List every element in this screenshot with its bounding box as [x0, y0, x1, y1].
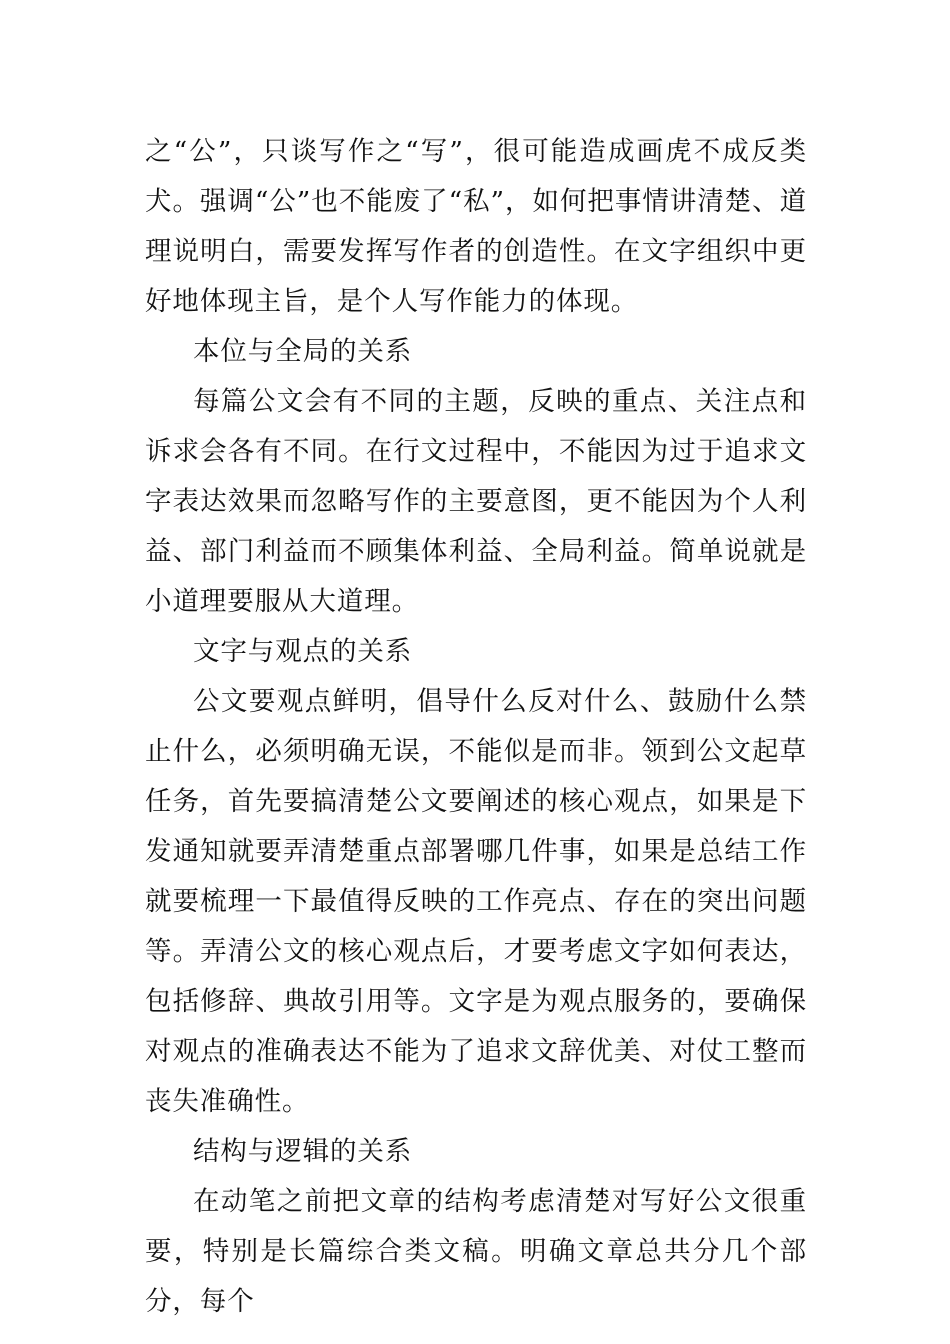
paragraph-text-vs-viewpoint: 公文要观点鲜明，倡导什么反对什么、鼓励什么禁止什么，必须明确无误，不能似是而非。领到公文起草任务，首先要搞清楚公文要阐述的核心观点，如果是下发通知就要弄清楚重点部署哪几件事，如果是总结工作就要梳理一下最值得反映的工作亮点、存在的突出问题等。弄清公文的核心观点后，才要考虑文字如何表达，包括修辞、典故引用等。文字是为观点服务的，要确保对观点的准确表达不能为了追求文辞优美、对仗工整而丧失准确性。 — [145, 686, 807, 1117]
paragraph-continuation: 之“公”，只谈写作之“写”，很可能造成画虎不成反类犬。强调“公”也不能废了“私”，如何把事情讲清楚、道理说明白，需要发挥写作者的创造性。在文字组织中更好地体现主旨，是个人写作能力的体现。 — [145, 136, 807, 317]
section-heading-local-vs-global: 本位与全局的关系 — [193, 336, 413, 367]
document-page — [145, 127, 807, 1327]
section-heading-text-vs-viewpoint: 文字与观点的关系 — [193, 636, 413, 667]
paragraph-structure-vs-logic: 在动笔之前把文章的结构考虑清楚对写好公文很重要，特别是长篇综合类文稿。明确文章总共分几个部分，每个 — [145, 1186, 807, 1317]
paragraph-local-vs-global: 每篇公文会有不同的主题，反映的重点、关注点和诉求会各有不同。在行文过程中，不能因为过于追求文字表达效果而忽略写作的主要意图，更不能因为个人利益、部门利益而不顾集体利益、全局利益。简单说就是小道理要服从大道理。 — [145, 386, 807, 617]
section-heading-structure-vs-logic: 结构与逻辑的关系 — [193, 1136, 413, 1167]
